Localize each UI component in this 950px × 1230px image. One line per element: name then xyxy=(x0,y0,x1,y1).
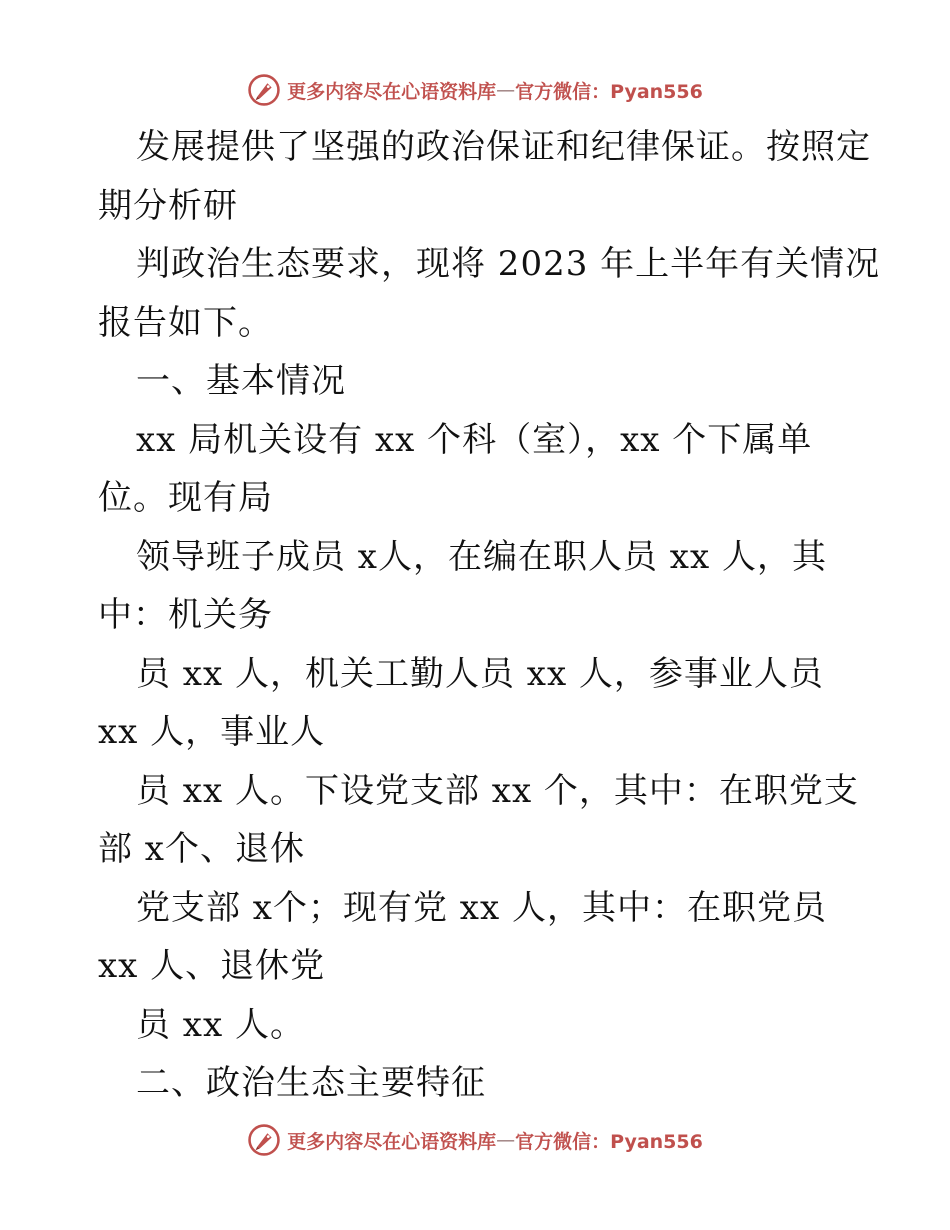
watermark-main-text: 更多内容尽在心语资料库 xyxy=(287,1130,497,1153)
watermark-wechat-text: 官方微信：Pyan556 xyxy=(515,1130,703,1153)
header-watermark xyxy=(0,70,950,110)
text-line: 党支部 x个；现有党 xx 人，其中：在职党员 xyxy=(136,887,827,928)
watermark-separator: — xyxy=(496,79,516,101)
section-heading: 二、政治生态主要特征 xyxy=(136,1063,486,1103)
text-line: 期分析研 xyxy=(98,185,238,226)
text-line: 领导班子成员 x人，在编在职人员 xx 人，其 xyxy=(136,536,827,577)
text-line: xx 人，事业人 xyxy=(98,712,326,752)
text-line: xx 人、退休党 xyxy=(98,946,326,986)
footer-watermark xyxy=(0,1120,950,1160)
document-body xyxy=(98,118,881,1113)
text-line: 员 xx 人。 xyxy=(136,1004,305,1045)
watermark-main-text: 更多内容尽在心语资料库 xyxy=(287,80,497,103)
watermark-separator: — xyxy=(496,1129,516,1151)
text-line: 员 xx 人。下设党支部 xx 个，其中：在职党支 xyxy=(136,770,859,811)
text-line: 位。现有局 xyxy=(98,478,273,518)
text-line: 发展提供了坚强的政治保证和纪律保证。按照定 xyxy=(136,127,871,167)
text-line: 员 xx 人，机关工勤人员 xx 人，参事业人员 xyxy=(136,653,824,694)
text-line: xx 局机关设有 xx 个科（室），xx 个下属单 xyxy=(136,419,813,460)
pen-nib-icon xyxy=(247,1123,281,1157)
pen-nib-icon xyxy=(247,73,281,107)
text-line: 报告如下。 xyxy=(98,302,273,343)
text-line: 中：机关务 xyxy=(98,595,273,635)
text-line: 部 x个、退休 xyxy=(98,829,305,869)
section-heading: 一、基本情况 xyxy=(136,361,346,401)
text-line: 判政治生态要求，现将 2023 年上半年有关情况 xyxy=(136,244,881,284)
watermark-wechat-text: 官方微信：Pyan556 xyxy=(515,80,703,103)
